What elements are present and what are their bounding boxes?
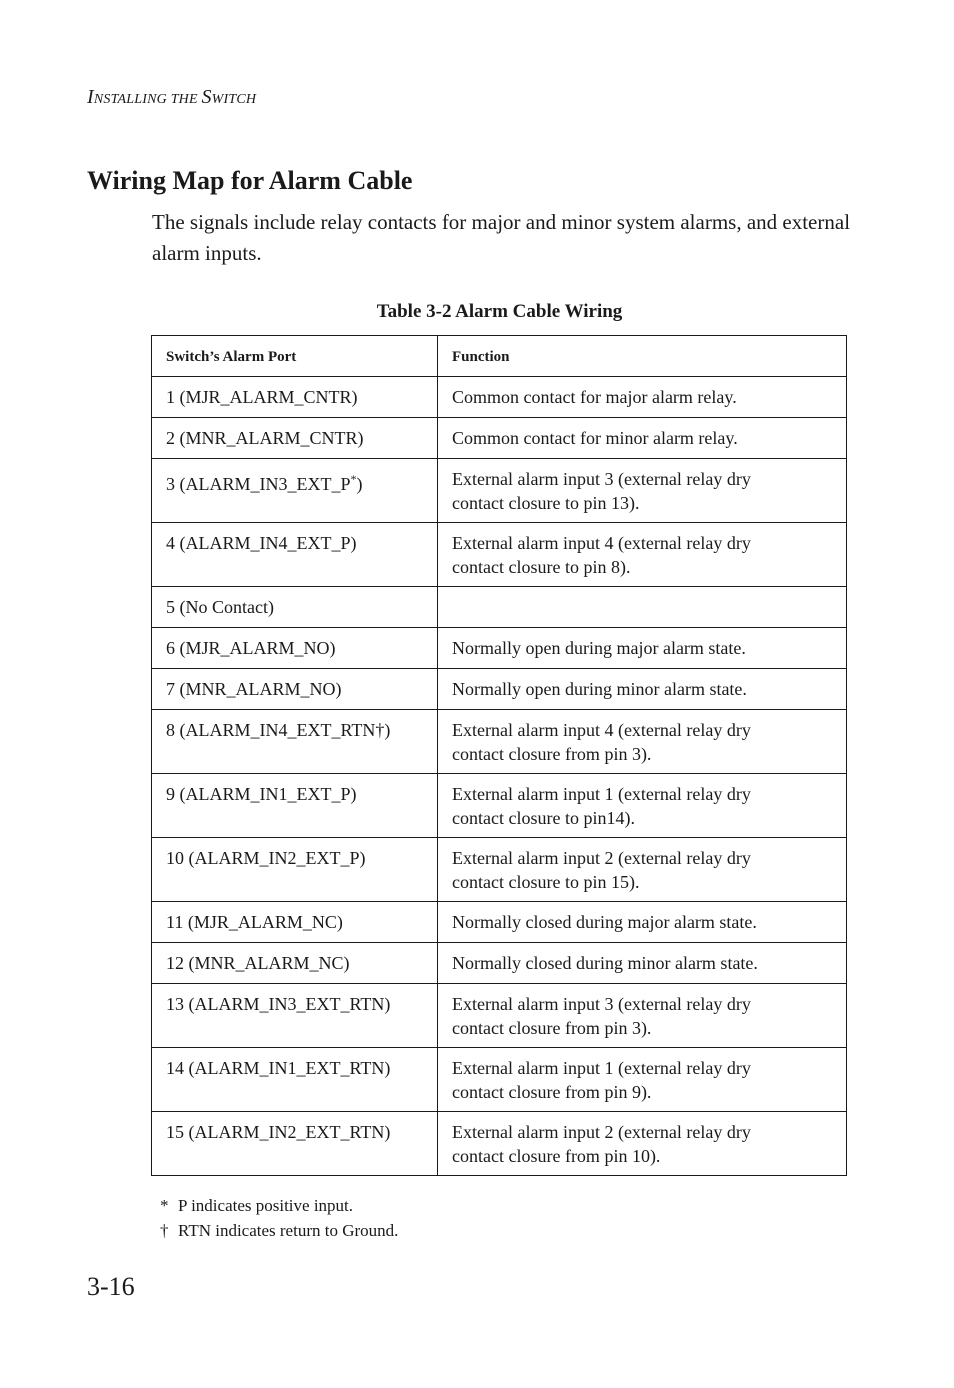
port-cell [152, 418, 438, 459]
table-row [152, 587, 847, 628]
table-row [152, 984, 847, 1048]
port-cell [152, 984, 438, 1048]
running-head-part-2: WITCH [211, 92, 257, 107]
footnote [160, 1193, 398, 1218]
port-label: 1 (MJR_ALARM_CNTR) [166, 387, 358, 407]
function-cell [438, 523, 847, 587]
port-label: 14 (ALARM_IN1_EXT_RTN) [166, 1058, 391, 1078]
port-cell [152, 628, 438, 669]
table-row [152, 943, 847, 984]
page-number: 3-16 [87, 1272, 135, 1301]
port-label: 5 (No Contact) [166, 597, 274, 617]
table-row [152, 628, 847, 669]
column-header-function: Function [438, 336, 847, 377]
function-text-continued: contact closure to pin 15). [452, 872, 640, 892]
port-cell [152, 1048, 438, 1112]
port-label: 7 (MNR_ALARM_NO) [166, 679, 342, 699]
function-cell [438, 669, 847, 710]
port-label: 10 (ALARM_IN2_EXT_P) [166, 848, 366, 868]
alarm-cable-wiring-table [151, 335, 847, 1176]
function-text: External alarm input 4 (external relay dry [452, 533, 751, 553]
table-row [152, 774, 847, 838]
function-text: External alarm input 2 (external relay dry [452, 848, 751, 868]
function-cell [438, 774, 847, 838]
function-text: External alarm input 3 (external relay dry [452, 469, 751, 489]
port-label-end: ) [356, 474, 363, 494]
function-cell [438, 1112, 847, 1176]
function-cell [438, 377, 847, 418]
function-cell [438, 984, 847, 1048]
port-cell [152, 710, 438, 774]
function-text-continued: contact closure to pin 8). [452, 557, 631, 577]
port-label: 13 (ALARM_IN3_EXT_RTN) [166, 994, 391, 1014]
table-body [152, 377, 847, 1176]
function-text: Normally open during minor alarm state. [452, 679, 747, 699]
port-label: 3 (ALARM_IN3_EXT_P [166, 474, 351, 494]
running-head-part-1: NSTALLING THE [93, 92, 202, 107]
section-title: Wiring Map for Alarm Cable [87, 166, 413, 195]
table-row [152, 418, 847, 459]
function-cell [438, 943, 847, 984]
function-cell [438, 838, 847, 902]
function-text: Normally closed during minor alarm state. [452, 953, 758, 973]
function-text: External alarm input 2 (external relay dry [452, 1122, 751, 1142]
function-text: Common contact for minor alarm relay. [452, 428, 738, 448]
table-row [152, 1112, 847, 1176]
table-row [152, 459, 847, 523]
function-text-continued: contact closure from pin 3). [452, 744, 652, 764]
port-label: 6 (MJR_ALARM_NO) [166, 638, 336, 658]
port-cell [152, 377, 438, 418]
function-cell [438, 628, 847, 669]
port-cell [152, 1112, 438, 1176]
port-cell [152, 902, 438, 943]
table-row [152, 1048, 847, 1112]
intro-paragraph: The signals include relay contacts for major and minor system alarms, and external alarm inputs. [152, 210, 851, 265]
port-cell [152, 587, 438, 628]
column-header-port: Switch’s Alarm Port [152, 336, 438, 377]
port-cell [152, 943, 438, 984]
function-text: External alarm input 1 (external relay dry [452, 1058, 751, 1078]
footnote-mark: * [160, 1196, 169, 1215]
footnote-reference: * [350, 472, 357, 486]
function-cell [438, 459, 847, 523]
function-cell [438, 710, 847, 774]
port-cell [152, 523, 438, 587]
footnotes [160, 1193, 398, 1243]
function-text: External alarm input 1 (external relay dry [452, 784, 751, 804]
table-row [152, 838, 847, 902]
function-text-continued: contact closure from pin 9). [452, 1082, 652, 1102]
function-text-continued: contact closure to pin 13). [452, 493, 640, 513]
footnote-text: P indicates positive input. [178, 1196, 354, 1215]
running-head-initial-1: I [87, 86, 94, 108]
table-row [152, 710, 847, 774]
footnote [160, 1218, 398, 1243]
port-label: 2 (MNR_ALARM_CNTR) [166, 428, 364, 448]
port-cell [152, 459, 438, 523]
table-row [152, 523, 847, 587]
port-label: 4 (ALARM_IN4_EXT_P) [166, 533, 357, 553]
function-cell [438, 902, 847, 943]
port-cell [152, 774, 438, 838]
port-label: 12 (MNR_ALARM_NC) [166, 953, 350, 973]
function-text: Normally open during major alarm state. [452, 638, 746, 658]
table-row [152, 902, 847, 943]
function-text: Common contact for major alarm relay. [452, 387, 737, 407]
function-text: Normally closed during major alarm state. [452, 912, 757, 932]
port-label: 9 (ALARM_IN1_EXT_P) [166, 784, 357, 804]
port-label: 15 (ALARM_IN2_EXT_RTN) [166, 1122, 391, 1142]
function-cell [438, 1048, 847, 1112]
function-text-continued: contact closure from pin 3). [452, 1018, 652, 1038]
function-text-continued: contact closure to pin14). [452, 808, 635, 828]
function-text: External alarm input 4 (external relay dry [452, 720, 751, 740]
table-row [152, 377, 847, 418]
port-cell [152, 669, 438, 710]
function-cell [438, 587, 847, 628]
table-header-row [152, 336, 847, 377]
table-caption: Table 3-2 Alarm Cable Wiring [376, 301, 623, 322]
port-label: 11 (MJR_ALARM_NC) [166, 912, 343, 932]
port-cell [152, 838, 438, 902]
table-row [152, 669, 847, 710]
function-text-continued: contact closure from pin 10). [452, 1146, 661, 1166]
function-cell [438, 418, 847, 459]
port-label: 8 (ALARM_IN4_EXT_RTN†) [166, 720, 391, 740]
footnote-mark: † [160, 1221, 169, 1240]
function-text: External alarm input 3 (external relay dry [452, 994, 751, 1014]
running-head-initial-2: S [201, 86, 212, 108]
running-head [87, 86, 256, 109]
footnote-text: RTN indicates return to Ground. [178, 1221, 399, 1240]
